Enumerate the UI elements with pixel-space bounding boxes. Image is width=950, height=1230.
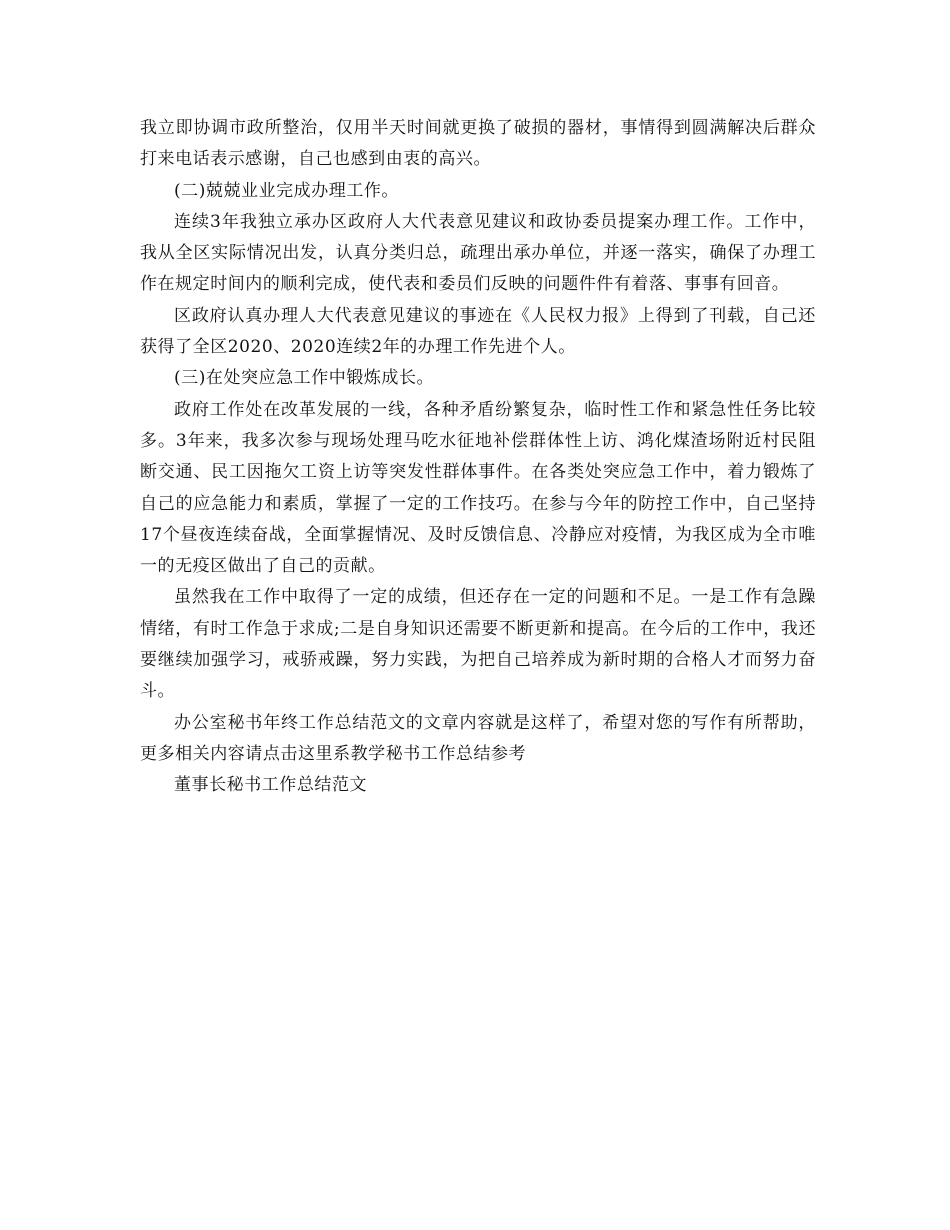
related-article-link[interactable]: 董事长秘书工作总结范文	[174, 775, 368, 796]
closing-paragraph: 办公室秘书年终工作总结范文的文章内容就是这样了，希望对您的写作有所帮助，更多相关内容请点击这里系教学秘书工作总结参考	[140, 712, 816, 764]
paragraph: 政府工作处在改革发展的一线，各种矛盾纷繁复杂，临时性工作和紧急性任务比较多。3年来，我多次参与现场处理马吃水征地补偿群体性上访、鸿化煤渣场附近村民阻断交通、民工因拖欠工资上访等突发性群体事件。在各类处突应急工作中，着力锻炼了自己的应急能力和素质，掌握了一定的工作技巧。在参与今年的防控工作中，自己坚持17个昼夜连续奋战，全面掌握情况、及时反馈信息、冷静应对疫情，为我区成为全市唯一的无疫区做出了自己的贡献。	[140, 399, 816, 577]
document-body	[140, 113, 816, 802]
section-heading-3: (三)在处突应急工作中锻炼成长。	[174, 368, 435, 389]
paragraph: 连续3年我独立承办区政府人大代表意见建议和政协委员提案办理工作。工作中，我从全区实际情况出发，认真分类归总，疏理出承办单位，并逐一落实，确保了办理工作在规定时间内的顺利完成，使代表和委员们反映的问题件件有着落、事事有回音。	[140, 211, 816, 295]
paragraph-continuation: 我立即协调市政所整治，仅用半天时间就更换了破损的器材，事情得到圆满解决后群众打来电话表示感谢，自己也感到由衷的高兴。	[140, 118, 816, 170]
paragraph: 虽然我在工作中取得了一定的成绩，但还存在一定的问题和不足。一是工作有急躁情绪，有时工作急于求成;二是自身知识还需要不断更新和提高。在今后的工作中，我还要继续加强学习，戒骄戒躁，努力实践，为把自己培养成为新时期的合格人才而努力奋斗。	[140, 587, 816, 702]
section-heading-2: (二)兢兢业业完成办理工作。	[174, 180, 399, 201]
paragraph: 区政府认真办理人大代表意见建议的事迹在《人民权力报》上得到了刊载，自己还获得了全区2020、2020连续2年的办理工作先进个人。	[140, 305, 816, 358]
